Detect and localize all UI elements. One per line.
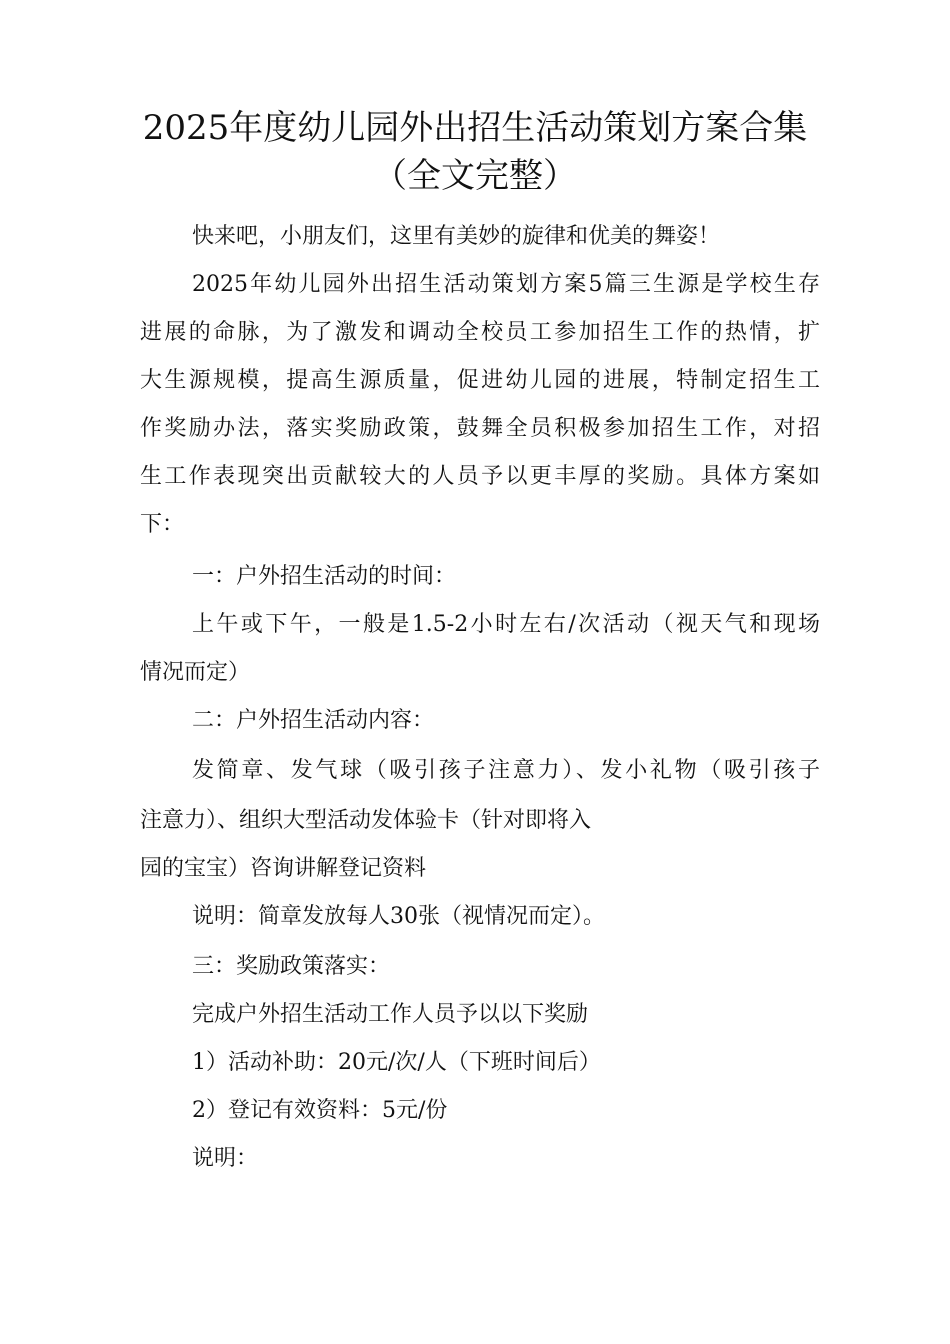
paragraph-line: 生工作表现突出贡献较大的人员予以更丰厚的奖励。具体方案如 [140,464,820,489]
section-heading-2: 二：户外招生活动内容： [192,708,435,733]
paragraph-intro: 快来吧，小朋友们，这里有美妙的旋律和优美的舞姿！ [192,224,721,249]
section-heading-3: 三：奖励政策落实： [192,954,391,979]
paragraph-line: 大生源规模，提高生源质量，促进幼儿园的进展，特制定招生工 [140,368,820,393]
paragraph-line: 情况而定） [140,660,251,685]
paragraph-line: 作奖励办法，落实奖励政策，鼓舞全员积极参加招生工作，对招 [140,416,820,441]
paragraph-line: 下： [140,512,185,537]
paragraph-line: 上午或下午，一般是1.5-2小时左右/次活动（视天气和现场 [192,612,820,637]
paragraph-line: 完成户外招生活动工作人员予以以下奖励 [192,1002,589,1027]
paragraph-line: 园的宝宝）咨询讲解登记资料 [140,856,427,881]
list-item: 1）活动补助：20元/次/人（下班时间后） [192,1050,601,1075]
note-line: 说明： [192,1146,259,1171]
paragraph-line: 注意力）、组织大型活动发体验卡（针对即将入 [140,808,592,833]
section-heading-1: 一：户外招生活动的时间： [192,564,457,589]
document-subtitle: （全文完整） [373,156,577,196]
note-line: 说明：简章发放每人30张（视情况而定）。 [192,904,605,929]
document-title: 2025年度幼儿园外出招生活动策划方案合集 [142,108,808,148]
paragraph-line: 2025年幼儿园外出招生活动策划方案5篇三生源是学校生存 [192,272,820,297]
list-item: 2）登记有效资料：5元/份 [192,1098,448,1123]
paragraph-line: 进展的命脉，为了激发和调动全校员工参加招生工作的热情，扩 [140,320,820,345]
paragraph-line: 发简章、发气球（吸引孩子注意力）、发小礼物（吸引孩子 [192,758,820,783]
